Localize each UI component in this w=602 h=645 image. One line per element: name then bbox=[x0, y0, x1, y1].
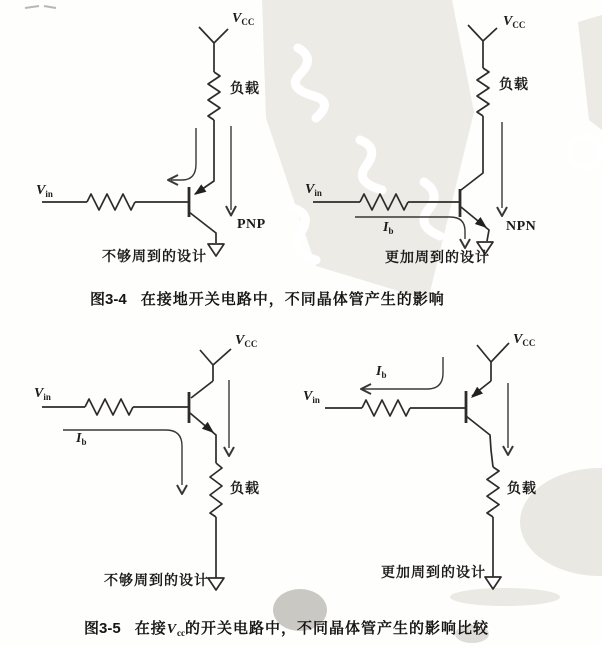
watermark-ring bbox=[570, 137, 600, 167]
npn-label: NPN bbox=[506, 219, 537, 234]
scan-artifact bbox=[25, 6, 56, 8]
vin-sub: in bbox=[312, 395, 320, 405]
vin-sub: in bbox=[45, 189, 53, 199]
arrowhead-down bbox=[224, 447, 234, 456]
vcc-sub: CC bbox=[512, 20, 526, 30]
design-note-bad: 不够周到的设计 bbox=[102, 248, 207, 264]
vcc-sub: cc bbox=[177, 628, 186, 638]
ib-main: I bbox=[76, 431, 82, 446]
vcc-label bbox=[513, 333, 535, 348]
design-note-good: 更加周到的设计 bbox=[381, 564, 486, 580]
load-label: 负载 bbox=[230, 480, 260, 496]
load-resistor bbox=[477, 68, 489, 116]
vin-label bbox=[34, 387, 51, 402]
vin-sub: in bbox=[43, 392, 51, 402]
base-resistor bbox=[362, 400, 410, 416]
vcc-main: V bbox=[232, 11, 242, 26]
collector-wire bbox=[191, 381, 213, 398]
circuit-fig34-pnp bbox=[42, 27, 236, 256]
vcc-label bbox=[235, 334, 257, 349]
vin-main: V bbox=[36, 183, 46, 198]
vcc-sub: CC bbox=[522, 338, 536, 348]
arrowhead-down bbox=[497, 207, 507, 216]
ib-sub: b bbox=[388, 226, 394, 236]
vcc-sub: CC bbox=[241, 17, 255, 27]
vcc-main: V bbox=[235, 333, 245, 348]
vcc-label bbox=[232, 12, 254, 27]
vcc-symbol bbox=[468, 25, 497, 68]
vcc-sub: CC bbox=[244, 339, 258, 349]
load-resistor bbox=[210, 463, 222, 517]
ground-symbol bbox=[208, 578, 224, 590]
figure34-caption-number: 图3-4 bbox=[90, 291, 127, 308]
vin-label bbox=[36, 184, 53, 199]
figure34-caption bbox=[90, 288, 445, 309]
vin-label bbox=[303, 390, 320, 405]
base-resistor bbox=[85, 399, 133, 415]
ib-main: I bbox=[376, 364, 382, 379]
ground-symbol bbox=[485, 577, 501, 589]
vcc-main: V bbox=[166, 622, 178, 637]
pnp-label: PNP bbox=[237, 217, 266, 232]
vin-main: V bbox=[34, 386, 44, 401]
arrowhead-down bbox=[460, 239, 470, 248]
ground-symbol bbox=[208, 244, 224, 256]
current-path bbox=[363, 357, 443, 389]
load-current-arrow bbox=[224, 380, 234, 456]
vin-main: V bbox=[303, 389, 313, 404]
vcc-symbol bbox=[477, 343, 509, 381]
design-note-bad: 不够周到的设计 bbox=[104, 572, 209, 588]
figure35-caption bbox=[84, 617, 489, 638]
arrowhead-down bbox=[177, 485, 187, 494]
figure35-caption-suffix: 的开关电路中，不同晶体管产生的影响比较 bbox=[185, 620, 490, 637]
load-resistor bbox=[208, 72, 220, 120]
vcc-main: V bbox=[503, 14, 513, 29]
ib-sub: b bbox=[381, 370, 387, 380]
circuit-fig35-npn bbox=[42, 349, 234, 590]
ib-label bbox=[383, 221, 393, 236]
pnp-emitter-arrow bbox=[191, 184, 206, 198]
emitter-wire bbox=[195, 120, 214, 194]
figure35-caption-number: 图3-5 bbox=[84, 620, 121, 637]
watermark-smudge bbox=[450, 588, 560, 606]
load-label: 负载 bbox=[499, 76, 529, 92]
base-current-arrow bbox=[361, 357, 443, 394]
design-note-good: 更加周到的设计 bbox=[385, 249, 490, 265]
vin-label bbox=[305, 183, 322, 198]
emitter-wire bbox=[190, 413, 216, 463]
load-label: 负载 bbox=[230, 80, 260, 96]
load-resistor bbox=[487, 467, 499, 517]
vcc-main: V bbox=[513, 332, 523, 347]
current-path bbox=[171, 128, 196, 180]
figure34-caption-text: 在接地开关电路中，不同晶体管产生的影响 bbox=[140, 291, 445, 308]
circuit-fig35-pnp bbox=[325, 343, 513, 589]
collector-wire bbox=[466, 416, 493, 467]
vcc-symbol bbox=[200, 349, 231, 381]
vcc-symbol bbox=[199, 27, 228, 72]
vcc-label bbox=[503, 15, 525, 30]
collector-wire bbox=[189, 212, 216, 243]
load-current-arrow bbox=[226, 126, 236, 216]
base-current-arrow bbox=[168, 128, 196, 185]
ib-label bbox=[76, 432, 86, 447]
vin-sub: in bbox=[314, 188, 322, 198]
figure35-caption-vcc bbox=[167, 622, 185, 637]
load-label: 负载 bbox=[507, 480, 537, 496]
ib-label bbox=[376, 365, 386, 380]
load-current-arrow bbox=[503, 383, 513, 455]
ib-sub: b bbox=[81, 437, 87, 447]
load-current-arrow bbox=[497, 122, 507, 216]
base-resistor bbox=[87, 194, 135, 210]
vin-main: V bbox=[305, 182, 315, 197]
ib-main: I bbox=[383, 220, 389, 235]
watermark bbox=[25, 0, 602, 643]
figure35-caption-prefix: 在接 bbox=[134, 620, 167, 637]
watermark-shape bbox=[578, 15, 602, 130]
